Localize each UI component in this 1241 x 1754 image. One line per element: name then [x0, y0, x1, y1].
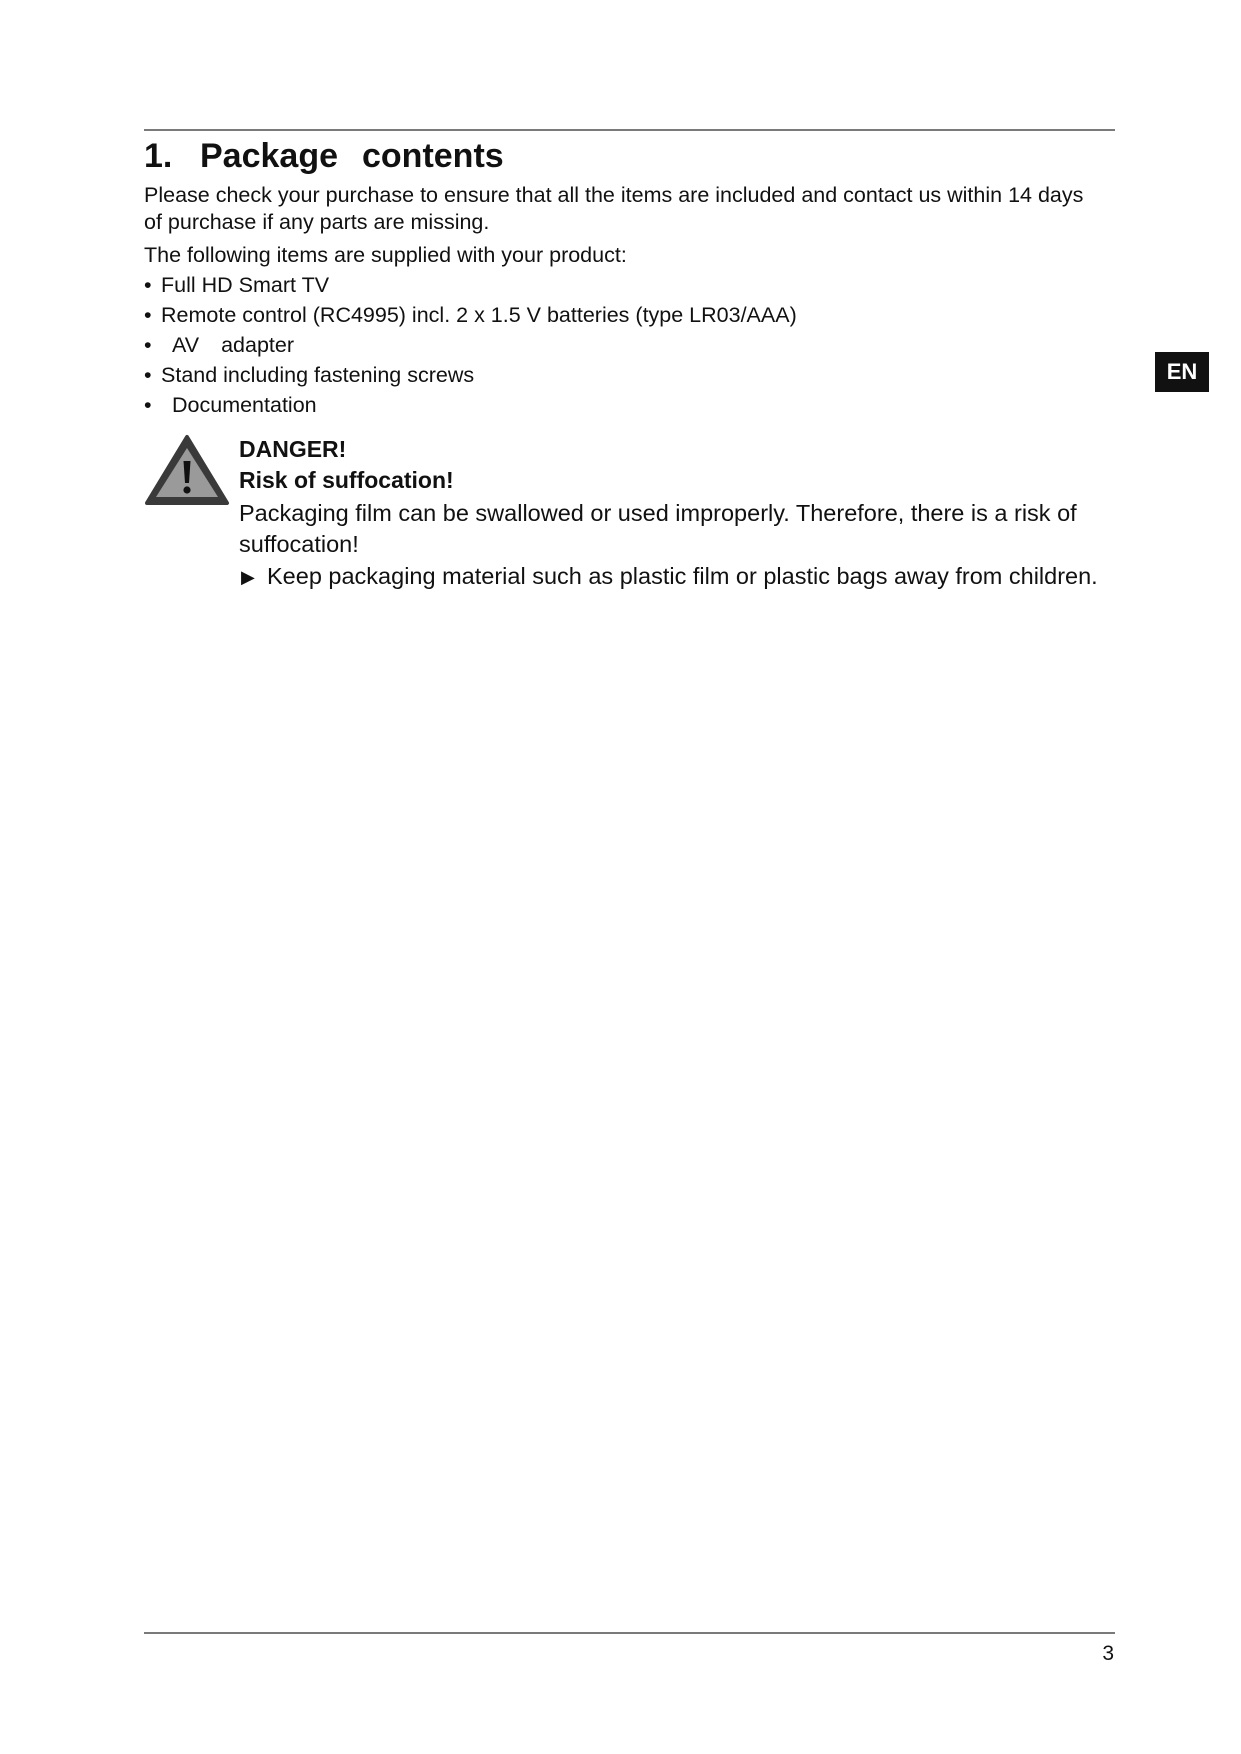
- list-item-text: [172, 330, 294, 360]
- warning-block: [239, 434, 1119, 592]
- bullet: •: [144, 363, 152, 387]
- header-rule: [144, 129, 1115, 131]
- section-number: 1.: [144, 137, 173, 175]
- adapter-label: adapter: [221, 333, 295, 357]
- bullet: •: [144, 393, 152, 417]
- warning-subtitle: Risk of suffocation!: [239, 467, 454, 493]
- intro-paragraph: [144, 182, 1083, 236]
- warning-triangle-icon: [144, 434, 230, 506]
- warning-text: [239, 498, 1119, 560]
- list-item-text: Remote control (RC4995) incl. 2 x 1.5 V batteries (type LR03/AAA): [161, 303, 797, 327]
- warning-action: [239, 561, 1119, 592]
- bullet: •: [144, 303, 152, 327]
- list-item-text: Full HD Smart TV: [161, 273, 330, 297]
- section-heading: [144, 134, 504, 178]
- language-tab: EN: [1155, 352, 1209, 392]
- bullet: •: [144, 333, 152, 357]
- warning-title: DANGER!: [239, 436, 347, 462]
- footer-rule: [144, 1632, 1115, 1634]
- warning-text-line-1: Packaging film can be swallowed or used improperly. Therefore, there is a risk of: [239, 500, 1077, 526]
- section-title-word-1: Package: [200, 137, 338, 175]
- supplied-items-text: The following items are supplied with your product:: [144, 243, 627, 267]
- list-item-text: Stand including fastening screws: [161, 363, 475, 387]
- warning-text-line-2: suffocation!: [239, 531, 359, 557]
- arrow-right-icon: ▶: [241, 567, 255, 587]
- section-title-word-2: contents: [362, 137, 504, 175]
- bullet: •: [144, 273, 152, 297]
- av-label: AV: [172, 333, 200, 357]
- list-item-text: Documentation: [172, 393, 317, 417]
- page-number: 3: [1102, 1642, 1114, 1665]
- intro-line-2: of purchase if any parts are missing.: [144, 210, 490, 234]
- intro-line-1: Please check your purchase to ensure that all the items are included and contact us within 14 days: [144, 183, 1084, 207]
- warning-action-text: Keep packaging material such as plastic film or plastic bags away from children.: [267, 563, 1098, 589]
